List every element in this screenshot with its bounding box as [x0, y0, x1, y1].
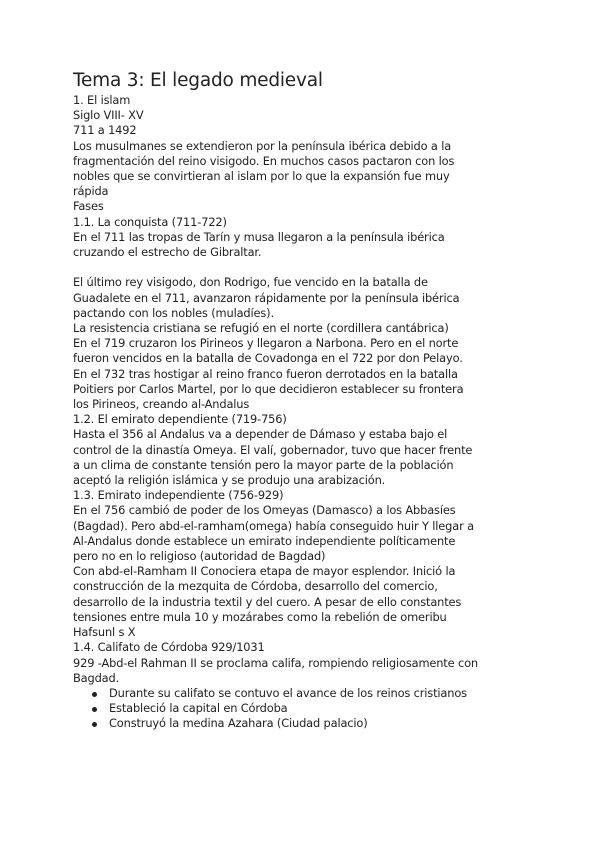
text-line: aceptó la religión islámica y se produjo una arabización. [73, 473, 386, 488]
bullet-item: Construyó la medina Azahara (Ciudad palacio) [73, 716, 528, 731]
text-line: control de la dinastía Omeya. El valí, gobernador, tuvo que hacer frente [73, 442, 473, 457]
document-title: Tema 3: El legado medieval [73, 70, 323, 91]
text-line: pero no en lo religioso (autoridad de Bagdad) [73, 549, 326, 564]
text-line: 1. El islam [73, 93, 131, 107]
text-line: desarrollo de la industria textil y del cuero. A pesar de ello constantes [73, 594, 462, 609]
text-line: tensiones entre mula 10 y mozárabes como la rebelión de omeribu [73, 609, 447, 624]
text-line: fueron vencidos en la batalla de Covadonga en el 722 por don Pelayo. [73, 351, 463, 366]
text-line: 1.1. La conquista (711-722) [73, 214, 227, 229]
text-line: cruzando el estrecho de Gibraltar. [73, 245, 262, 260]
text-line: Al-Andalus donde establece un emirato independiente políticamente [73, 533, 456, 548]
bullet-list [73, 686, 528, 732]
text-line: Hafsunl s X [73, 625, 136, 640]
text-line: construcción de la mezquita de Córdoba, desarrollo del comercio, [73, 579, 438, 594]
text-line: Con abd-el-Ramham II Conociera etapa de mayor esplendor. Inició la [73, 564, 456, 579]
text-line: 711 a 1492 [73, 123, 137, 138]
text-line: Bagdad. [73, 670, 120, 685]
text-line: Guadalete en el 711, avanzaron rápidamente por la península ibérica [73, 290, 460, 305]
text-line: pactando con los nobles (muladíes). [73, 305, 274, 320]
text-line: Hasta el 356 al Andalus va a depender de Dámaso y estaba bajo el [73, 427, 448, 442]
text-line: a un clima de constante tensión pero la mayor parte de la población [73, 457, 454, 472]
document-body [73, 93, 528, 686]
text-line: fragmentación del reino visigodo. En muchos casos pactaron con los [73, 153, 455, 168]
bullet-item: Estableció la capital en Córdoba [73, 701, 528, 716]
text-line: 929 -Abd-el Rahman II se proclama califa, rompiendo religiosamente con [73, 655, 478, 670]
text-line: 1.3. Emirato independiente (756-929) [73, 488, 284, 503]
text-line: El último rey visigodo, don Rodrigo, fue vencido en la batalla de [73, 275, 428, 290]
text-line: (Bagdad). Pero abd-el-ramham(omega) había conseguido huir Y llegar a [73, 518, 474, 533]
text-line: Siglo VIII- XV [73, 108, 144, 123]
document-page [73, 70, 528, 732]
text-line: En el 732 tras hostigar al reino franco fueron derrotados en la batalla [73, 366, 458, 381]
text-line: 1.2. El emirato dependiente (719-756) [73, 412, 287, 427]
bullet-item: Durante su califato se contuvo el avance de los reinos cristianos [73, 686, 528, 701]
text-line: En el 719 cruzaron los Pirineos y llegaron a Narbona. Pero en el norte [73, 336, 459, 351]
text-line: En el 711 las tropas de Tarín y musa llegaron a la península ibérica [73, 229, 445, 244]
text-line: En el 756 cambió de poder de los Omeyas (Damasco) a los Abbasíes [73, 503, 456, 518]
text-line: nobles que se convirtieran al islam por lo que la expansión fue muy [73, 169, 450, 184]
text-line: Los musulmanes se extendieron por la península ibérica debido a la [73, 138, 452, 153]
blank-line [73, 260, 528, 275]
text-line: rápida [73, 184, 109, 199]
text-line: La resistencia cristiana se refugió en el norte (cordillera cantábrica) [73, 321, 449, 336]
text-line: los Pirineos, creando al-Andalus [73, 397, 250, 412]
text-line: Fases [73, 199, 104, 214]
text-line: Poitiers por Carlos Martel, por lo que decidieron establecer su frontera [73, 381, 464, 396]
text-line: 1.4. Califato de Córdoba 929/1031 [73, 640, 265, 655]
